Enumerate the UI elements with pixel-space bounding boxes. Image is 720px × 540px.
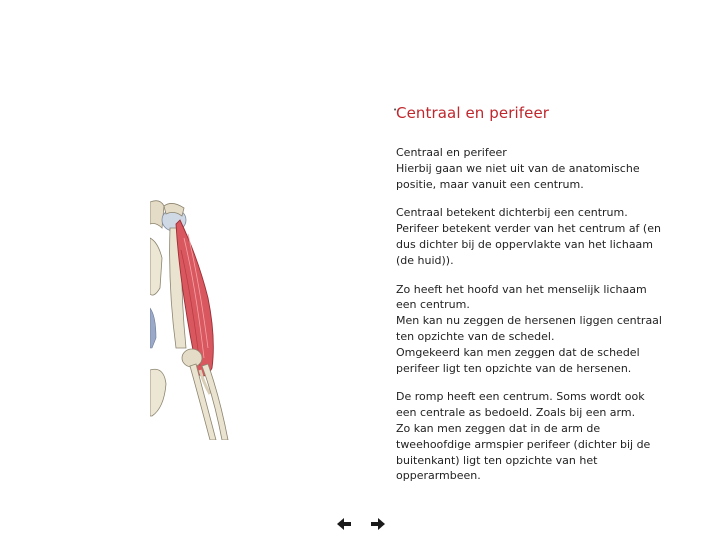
text-line: perifeer ligt ten opzichte van de hersenen. bbox=[396, 361, 632, 375]
text-line: ten opzichte van de schedel. bbox=[396, 329, 555, 343]
previous-slide-button[interactable] bbox=[336, 516, 352, 532]
text-line: dus dichter bij de oppervlakte van het lichaam bbox=[396, 237, 654, 251]
text-line: (de huid)). bbox=[396, 253, 454, 267]
paragraph bbox=[396, 145, 696, 192]
paragraph bbox=[396, 205, 696, 268]
title-bullet: • bbox=[393, 106, 398, 114]
text-line: opperarmbeen. bbox=[396, 469, 481, 483]
arrow-left-icon bbox=[336, 516, 352, 532]
arm-anatomy-illustration bbox=[150, 198, 236, 440]
slide-title: Centraal en perifeer bbox=[396, 104, 550, 122]
next-slide-button[interactable] bbox=[370, 516, 386, 532]
text-line: Centraal en perifeer bbox=[396, 146, 507, 159]
text-line: Men kan nu zeggen de hersenen liggen centraal bbox=[396, 314, 662, 328]
text-line: Omgekeerd kan men zeggen dat de schedel bbox=[396, 345, 640, 359]
paragraph bbox=[396, 282, 696, 377]
text-line: Centraal betekent dichterbij een centrum. bbox=[396, 206, 628, 220]
text-line: De romp heeft een centrum. Soms wordt ook bbox=[396, 390, 645, 404]
text-line: Zo heeft het hoofd van het menselijk lichaam bbox=[396, 282, 647, 296]
text-line: een centrum. bbox=[396, 298, 470, 312]
text-line: positie, maar vanuit een centrum. bbox=[396, 177, 584, 191]
text-line: een centrale as bedoeld. Zoals bij een arm. bbox=[396, 406, 636, 420]
arrow-right-icon bbox=[370, 516, 386, 532]
text-line: Perifeer betekent verder van het centrum af (en bbox=[396, 222, 661, 236]
text-line: Hierbij gaan we niet uit van de anatomische bbox=[396, 161, 640, 175]
slide-body bbox=[396, 145, 696, 497]
text-line: tweehoofdige armspier perifeer (dichter bij de bbox=[396, 437, 651, 451]
text-line: Zo kan men zeggen dat in de arm de bbox=[396, 421, 601, 435]
paragraph bbox=[396, 389, 696, 484]
text-line: buitenkant) ligt ten opzichte van het bbox=[396, 453, 598, 467]
